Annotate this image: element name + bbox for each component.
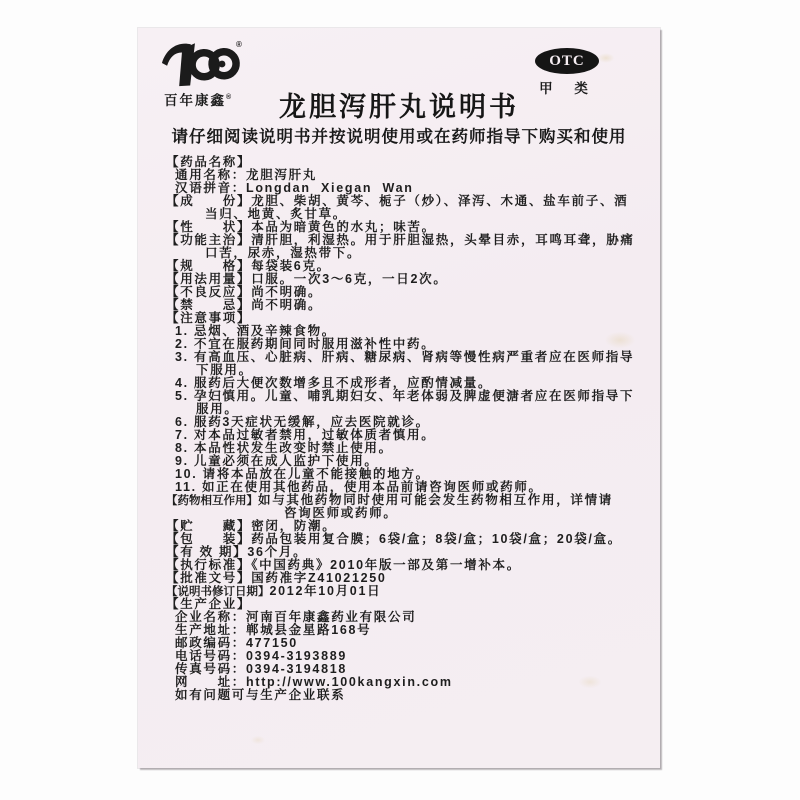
section-label: 【药物相互作用】 — [166, 495, 258, 507]
section-label: 【有 效 期】 — [166, 545, 248, 559]
line-text: 每袋装6克。 — [251, 259, 331, 273]
line-text: 9. 儿童必须在成人监护下使用。 — [175, 454, 379, 468]
line-text: 尚不明确。 — [251, 285, 323, 299]
line-text: 口苦，尿赤，湿热带下。 — [205, 246, 362, 260]
line-text: 网 址：http://www.100kangxin.com — [175, 675, 453, 689]
line-text: 国药准字Z41021250 — [251, 571, 387, 585]
section-line — [166, 572, 658, 585]
line-text: 2012年10月01日 — [269, 584, 382, 598]
section-label: 【禁 忌】 — [166, 298, 252, 312]
line-text: 尚不明确。 — [251, 298, 323, 312]
section-label: 【性 状】 — [166, 220, 252, 234]
line-text: 服用。 — [196, 402, 239, 416]
section-label: 【规 格】 — [166, 259, 252, 273]
text-line — [166, 390, 658, 403]
line-text: 汉语拼音：Longdan Xiegan Wan — [175, 181, 414, 195]
line-text: 企业名称：河南百年康鑫药业有限公司 — [175, 610, 417, 624]
line-text: 2. 不宜在服药期间同时服用滋补性中药。 — [175, 337, 436, 351]
line-text: 密闭，防潮。 — [251, 519, 337, 533]
line-text: 6. 服药3天症状无缓解，应去医院就诊。 — [175, 415, 430, 429]
brand-logo-icon — [160, 38, 244, 88]
section-label: 【注意事项】 — [166, 311, 252, 325]
section-line — [166, 494, 658, 507]
line-text: 如有问题可与生产企业联系 — [175, 688, 346, 702]
line-text: 电话号码：0394-3193889 — [175, 649, 348, 663]
section-label: 【功能主治】 — [166, 233, 252, 247]
section-label: 【包 装】 — [166, 532, 252, 546]
page-title: 龙胆泻肝丸说明书 — [279, 92, 519, 122]
line-text: 36个月。 — [247, 545, 308, 559]
leaflet-paper — [138, 28, 660, 768]
line-text: 龙胆、柴胡、黄芩、栀子（炒）、泽泻、木通、盐车前子、酒 — [251, 194, 629, 208]
line-text: 《中国药典》2010年版一部及第一增补本。 — [251, 558, 521, 572]
otc-class-label: 甲 类 — [539, 81, 597, 96]
line-text: 7. 对本品过敏者禁用，过敏体质者慎用。 — [175, 428, 436, 442]
line-text: 生产地址：郸城县金星路168号 — [175, 623, 372, 637]
line-text: 下服用。 — [196, 363, 253, 377]
line-text: 清肝胆，利湿热。用于肝胆湿热，头晕目赤，耳鸣耳聋，胁痛 — [251, 233, 635, 247]
section-label: 【用法用量】 — [166, 272, 252, 286]
brand-name-text: 百年康鑫 — [164, 93, 226, 108]
brand-reg-mark-top: ® — [236, 40, 242, 49]
line-text: 咨询医师或药师。 — [284, 506, 398, 520]
line-text: 传真号码：0394-3194818 — [175, 662, 348, 676]
line-text: 当归、地黄、炙甘草。 — [205, 207, 348, 221]
section-label: 【执行标准】 — [166, 558, 252, 572]
section-label: 【说明书修订日期】 — [166, 586, 270, 598]
line-text: 通用名称：龙胆泻肝丸 — [175, 168, 318, 182]
line-text: 5. 孕妇慎用。儿童、哺乳期妇女、年老体弱及脾虚便溏者应在医师指导下 — [175, 389, 635, 403]
line-text: 如与其他药物同时使用可能会发生药物相互作用，详情请 — [258, 493, 614, 507]
section-label: 【药品名称】 — [166, 155, 252, 169]
line-text: 1. 忌烟、酒及辛辣食物。 — [175, 324, 336, 338]
section-label: 【不良反应】 — [166, 285, 252, 299]
line-text: 邮政编码：477150 — [175, 636, 298, 650]
section-label: 【成 份】 — [166, 194, 252, 208]
line-text: 3. 有高血压、心脏病、肝病、糖尿病、肾病等慢性病严重者应在医师指导 — [175, 350, 635, 364]
line-text: 10. 请将本品放在儿童不能接触的地方。 — [175, 467, 430, 481]
line-text: 4. 服药后大便次数增多且不成形者，应酌情减量。 — [175, 376, 493, 390]
line-text: 8. 本品性状发生改变时禁止使用。 — [175, 441, 393, 455]
section-label: 【批准文号】 — [166, 571, 252, 585]
line-text: 药品包装用复合膜；6袋/盒；8袋/盒；10袋/盒；20袋/盒。 — [251, 532, 623, 546]
section-label: 【贮 藏】 — [166, 519, 252, 533]
body-text — [166, 156, 658, 702]
line-text: 本品为暗黄色的水丸；味苦。 — [251, 220, 436, 234]
brand-reg-mark: ® — [226, 94, 232, 101]
text-line — [166, 689, 658, 702]
line-text: 11. 如正在使用其他药品，使用本品前请咨询医师或药师。 — [175, 480, 543, 494]
section-label: 【生产企业】 — [166, 597, 252, 611]
otc-badge: OTC — [535, 48, 599, 74]
line-text: 口服。一次3～6克，一日2次。 — [251, 272, 448, 286]
usage-notice: 请仔细阅读说明书并按说明使用或在药师指导下购买和使用 — [171, 128, 627, 146]
